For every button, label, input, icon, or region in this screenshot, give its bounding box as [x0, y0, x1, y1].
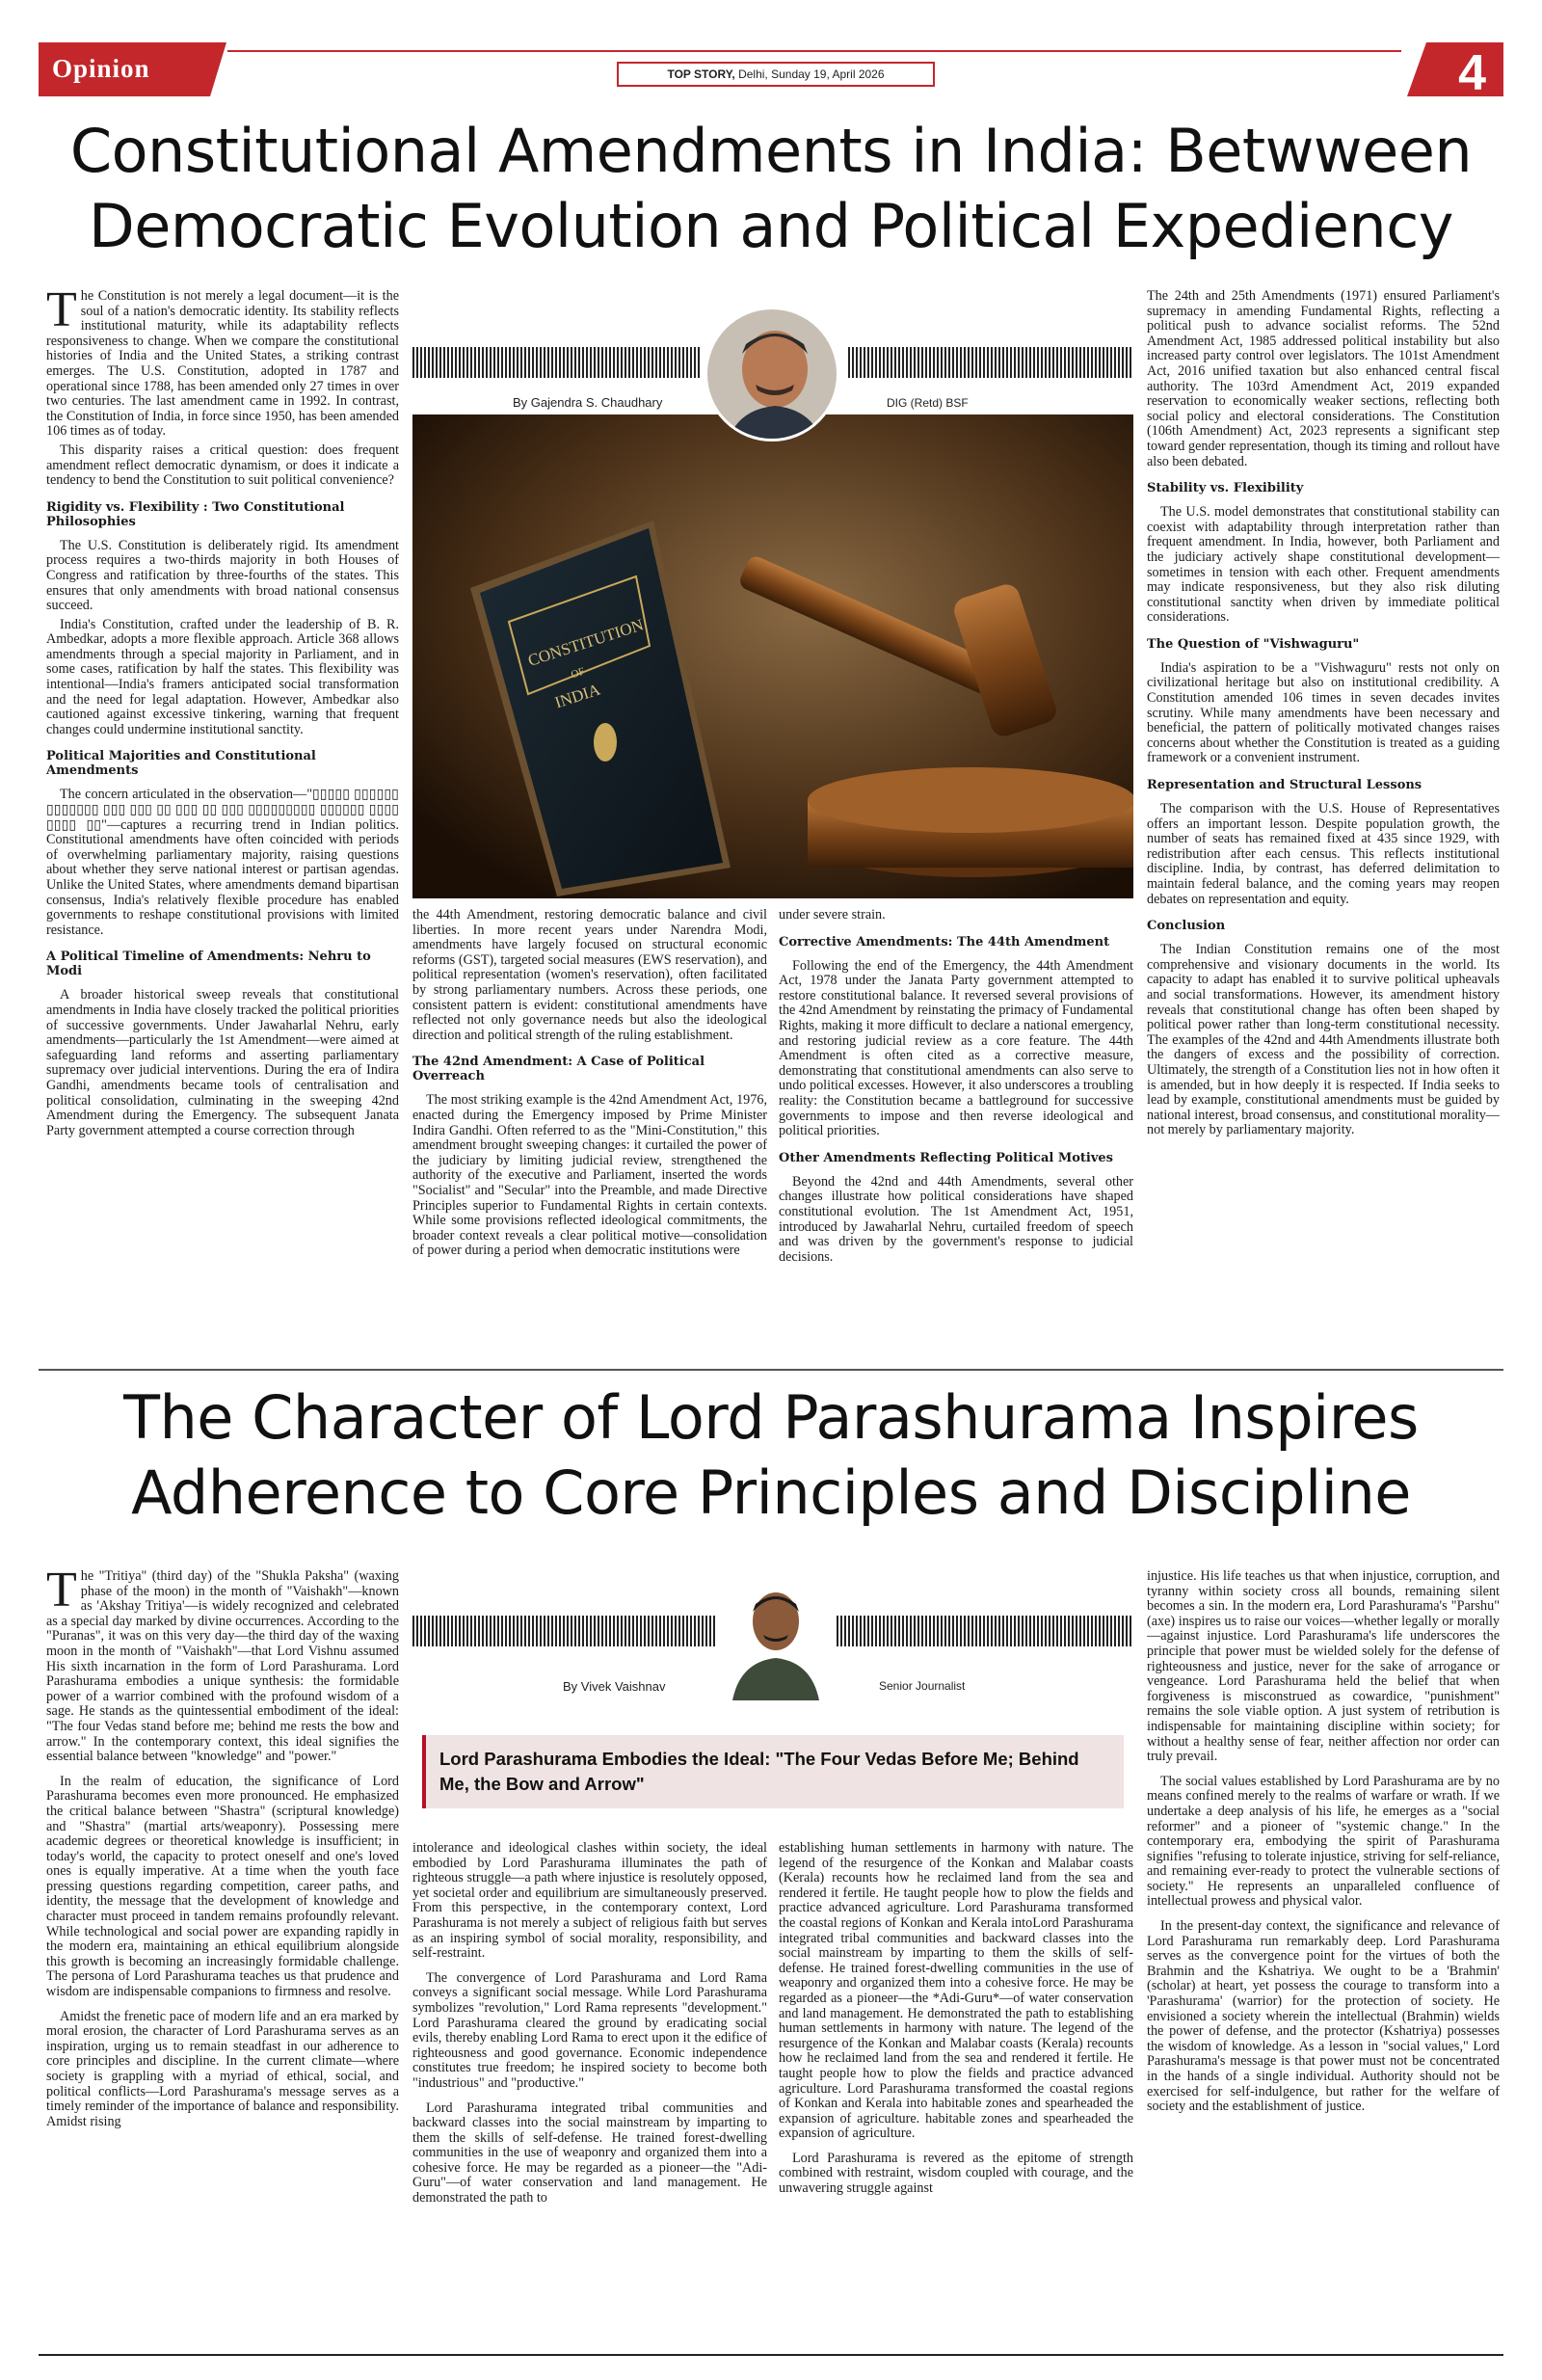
author-portrait [723, 1581, 829, 1700]
subhead: Political Majorities and Constitutional Amendments [46, 749, 316, 779]
article2-column-2: intolerance and ideological clashes within society, the ideal embodied by Lord Parashurama illuminates the path of righteous struggle—a path where injustice is resolutely opposed, yet societal order and equilibrium are simultaneously preserved. From this perspective, in the contemporary context, Lord Parashurama is not merely a subject of religious faith but serves as an inspiring symbol of social morality, responsibility, and self-restraint. The convergence of Lord Parashurama and Lord Rama conveys a significant social message. While Lord Parashurama symbolizes "revolution," Lord Rama represents "development." Lord Parashurama cleared the ground by eradicating social evils, thereby enabling Lord Rama to erect upon it the edifice of righteousness and good governance. Economic independence constitutes true freedom; he inspired society to become both "industrious" and "productive." Lord Parashurama integrated tribal communities and backward classes into the social mainstream by imparting to them the skills of self-defense. He trained forest-dwelling communities in the use of weaponry and organized them into a cohesive force. He may be regarded as a pioneer—the "Adi-Guru"—of water conservation and land management. He demonstrated the path to [412, 1841, 767, 2206]
author-photo-avatar [705, 307, 839, 441]
header-rule [227, 50, 1401, 52]
subhead: Representation and Structural Lessons [1147, 778, 1422, 793]
pull-quote: Lord Parashurama Embodies the Ideal: "The Four Vedas Before Me; Behind Me, the Bow and Arrow" [422, 1735, 1124, 1808]
page-number-tab [1407, 42, 1503, 101]
page-number-shape [1407, 42, 1503, 96]
article2-column-1: The "Tritiya" (third day) of the "Shukla Paksha" (waxing phase of the moon) in the month of "Vaishakh"—known as 'Akshay Tritiya'—is widely recognized and celebrated as a special day marked by divine occurrences. According to the "Puranas", it was on this very day—the third day of the waxing moon in the month of "Vaishakh"—that Lord Vishnu assumed His sixth incarnation in the form of Lord Parashurama. Lord Parashurama embodies a unique synthesis: the formidable power of a warrior combined with the profound wisdom of a sage. He stands as the quintessential embodiment of the ideal: "The four Vedas stand before me; behind me rests the bow and arrow." In the contemporary context, this ideal signifies the essential balance between "knowledge" and "power." In the realm of education, the significance of Lord Parashurama becomes even more pronounced. He emphasized the critical balance between "Shastra" (scriptural knowledge) and "Shastra" (martial arts/weaponry). Possessing mere academic degrees or theoretical knowledge is insufficient; in today's world, the capacity to protect oneself and one's loved ones is equally imperative. At a time when the youth face pressing questions regarding competition, career paths, and identity, the message that the development of knowledge and character must proceed in tandem remains profoundly relevant. While technological and social power are expanding rapidly in the modern era, maintaining an ethical equilibrium alongside this growth is becoming an increasingly formidable challenge. The persona of Lord Parashurama teaches us that prudence and wisdom are indispensable companions to firmness and resolve. Amidst the frenetic pace of modern life and an era marked by moral erosion, the character of Lord Parashurama serves as an inspiration, urging us to remain steadfast in our adherence to core principles and discipline. In the current climate—where society is grappling with a myriad of ethical, social, and political conflicts—Lord Parashurama's message serves as a timely reminder of the importance of balance and responsibility. Amidst rising [46, 1569, 399, 2129]
subhead: The Question of "Vishwaguru" [1147, 636, 1360, 652]
article2-column-4: injustice. His life teaches us that when injustice, corruption, and tyranny within society cross all bounds, remaining silent becomes a sin. In the modern era, Lord Parashurama's "Parshu" (axe) inspires us to raise our voices—whether legally or morally—against injustice. Lord Parashurama's life underscores the principle that power must be wielded solely for the defense of righteousness and justice, never for the sake of arrogance or vengeance. Lord Parashurama held the belief that when forgiveness is misconstrued as cowardice, "punishment" remains the sole viable option. A just system of retribution is indispensable for maintaining discipline within society; for without a healthy sense of fear, neither affection nor order can truly prevail. The social values established by Lord Parashurama are by no means confined merely to the realms of warfare or wrath. If we undertake a deep analysis of his life, he emerges as a "social reformer" and a pioneer of "systemic change." In the contemporary era, embodying the spirit of Parashurama signifies "refusing to tolerate injustice, striving for self-reliance, and remaining ever-ready to protect the vulnerable sections of society." He represents an unparalleled confluence of intellectual prowess and physical valor. In the present-day context, the significance and relevance of Lord Parashurama run remarkably deep. Lord Parashurama serves as the convergence point for the virtues of both the Brahmin and the Kshatriya. We ought to be a 'Brahmin' (scholar) at heart, yet possess the courage to transform into a 'Parashurama' (warrior) for the protection of society. He envisioned a society wherein the intellectual (Brahmin) wields the power of defense, and the protector (Kshatriya) possesses the wisdom of knowledge. As a lesson in "social values," Lord Parashurama's message is that power must not be concentrated in the hands of a single individual. Authority should not be exercised for self-indulgence, but rather for the welfare of society and the establishment of justice. [1147, 1569, 1500, 2115]
subhead: Other Amendments Reflecting Political Motives [779, 1150, 1114, 1165]
svg-text:OF: OF [570, 665, 587, 682]
byline-bar-right [837, 1616, 1133, 1646]
section-tab [39, 42, 226, 96]
article2-byline: By Vivek Vaishnav [563, 1679, 666, 1694]
author-portrait [707, 309, 839, 441]
subhead: Corrective Amendments: The 44th Amendment [779, 934, 1110, 949]
article2-headline: The Character of Lord Parashurama Inspires Adherence to Core Principles and Discipline [123, 1382, 1419, 1528]
article1-column-4: The 24th and 25th Amendments (1971) ensured Parliament's supremacy in amending Fundamental Rights, reflecting a political push to advance socialist reforms. The 52nd Amendment Act, 1985 addressed political instability but also increased party control over legislators. The 101st Amendment Act, 2016 unified taxation but also enhanced central fiscal authority. The 103rd Amendment Act, 2019 expanded reservation to economically weaker sections, reflecting both social policy and electoral considerations. The Constitution (106th Amendment) Act, 2023 represents a significant step toward gender representation, though its timing and rollout have also been debated. Stability vs. Flexibility The U.S. model demonstrates that constitutional stability can coexist with adaptability through interpretation rather than frequent amendment. In India, however, both Parliament and the judiciary actively shape constitutional development—sometimes in tension with each other. Frequent amendments may indicate responsiveness, but they also risk diluting constitutional sanctity when driven by immediate political considerations. The Question of "Vishwaguru" India's aspiration to be a "Vishwaguru" rests not only on civilizational heritage but also on institutional credibility. A Constitution amended 106 times in seven decades invites scrutiny. While many amendments have been necessary and beneficial, the pattern of politically motivated changes raises concerns about whether the Constitution is treated as a guiding framework or a convenient instrument. Representation and Structural Lessons The comparison with the U.S. House of Representatives offers an important lesson. Despite population growth, the number of seats has remained fixed at 435 since 1929, with redistribution after each census. This reflects institutional discipline. India, by contrast, has deferred delimitation to maintain federal balance, and the coming years may reopen debates on representation and equity. Conclusion The Indian Constitution remains one of the most comprehensive and visionary documents in the world. Its capacity to adapt has enabled it to survive political upheavals and social transformations. However, its amendment history reveals that constitutional change has often been shaped by political power rather than long-term constitutional necessity. The examples of the 42nd and 44th Amendments illustrate both the dangers of excess and the possibility of correction. Ultimately, the strength of a Constitution lies not in how often it is amended, but in how deeply it is respected. If India seeks to lead by example, constitutional amendments must be guided by national interest, broad consensus, and constitutional morality—not merely by parliamentary majority. [1147, 289, 1500, 1138]
byline-bar-left [412, 1616, 717, 1646]
article1-headline: Constitutional Amendments in India: Betwween Democratic Evolution and Political Expediency [69, 116, 1473, 261]
article2-column-3: establishing human settlements in harmony with nature. The legend of the resurgence of the Konkan and Malabar coasts (Kerala) recounts how he reclaimed land from the sea and rendered it fertile. He taught people how to plow the fields and practice advanced agriculture. Lord Parashurama transformed the coastal regions of Konkan and Kerala intoLord Parashurama integrated tribal communities and backward classes into the social mainstream by imparting to them the skills of self-defense. He trained forest-dwelling communities in the use of weaponry and organized them into a cohesive force. He may be regarded as a pioneer—the *Adi-Guru*—of water conservation and land management. He demonstrated the path to establishing human settlements in harmony with nature. The legend of the resurgence of the Konkan and Malabar coasts (Kerala) recounts how he reclaimed land from the sea and rendered it fertile. He taught people how to plow the fields and practice advanced agriculture. Lord Parashurama transformed the coastal regions of Konkan and Kerala into habitable zones and spearheaded the expansion of agriculture. habitable zones and spearheaded the expansion of agriculture. Lord Parashurama is revered as the epitome of strength combined with restraint, wisdom coupled with courage, and the unwavering struggle against [779, 1841, 1133, 2197]
subhead: Rigidity vs. Flexibility : Two Constitutional Philosophies [46, 499, 345, 529]
article1-column-1: The Constitution is not merely a legal document—it is the soul of a nation's democratic identity. Its stability reflects institutional maturity, while its adaptability reflects responsiveness to change. When we compare the constitutional histories of India and the United States, a striking contrast emerges. The U.S. Constitution, adopted in 1787 and operational since 1788, has been amended only 27 times in over two centuries. The last amendment came in 1992. In contrast, the Constitution of India, in force since 1950, has been amended 106 times as of today. This disparity raises a critical question: does frequent amendment reflect democratic dynamism, or does it indicate a tendency to bend the Constitution to suit political convenience? Rigidity vs. Flexibility : Two Constitutional Philosophies The U.S. Constitution is deliberately rigid. Its amendment process requires a two-thirds majority in both Houses of Congress and ratification by three-fourths of the states. This ensures that only amendments with broad national consensus succeed. India's Constitution, crafted under the leadership of B. R. Ambedkar, adopts a more flexible approach. Article 368 allows amendments through a special majority in Parliament, and in some cases, ratification by half the states. This flexibility was intentional—India's framers anticipated social transformation and the need for legal adaptation. However, Ambedkar also cautioned against excessive tinkering, warning that frequent changes could undermine institutional sanctity. Political Majorities and Constitutional Amendments The concern articulated in the observation—"▯▯▯▯▯ ▯▯▯▯▯▯ ▯▯▯▯▯▯▯ ▯▯▯ ▯▯▯ ▯▯ ▯▯▯ ▯▯ ▯▯▯ ▯▯▯▯▯▯▯▯▯ ▯▯▯▯▯▯ ▯▯▯▯ ▯▯▯▯ ▯▯"—captures a recurring trend in Indian politics. Constitutional amendments have often coincided with periods of overwhelming parliamentary majority, raising questions about whether they serve national interest or partisan agendas. Unlike the United States, where amendments demand bipartisan consensus, India's relatively flexible procedure has enabled governments to reshape constitutional provisions with limited resistance. A Political Timeline of Amendments: Nehru to Modi A broader historical sweep reveals that constitutional amendments in India have closely tracked the political priorities of successive governments. Under Jawaharlal Nehru, early amendments—particularly the 1st Amendment—were aimed at safeguarding land reforms and asserting parliamentary supremacy over judicial interventions. During the era of Indira Gandhi, amendments became tools of centralisation and political consolidation, culminating in the sweeping 42nd Amendment during the Emergency. The subsequent Janata Party government attempted a course correction through [46, 289, 399, 1138]
author-photo-avatar [723, 1581, 829, 1700]
subhead: A Political Timeline of Amendments: Nehru to Modi [46, 949, 371, 979]
byline-bar-left [412, 347, 702, 378]
page-number: 4 [1458, 45, 1486, 101]
article1-column-3: under severe strain. Corrective Amendments: The 44th Amendment Following the end of the Emergency, the 44th Amendment Act, 1978 under the Janata Party government attempted to restore constitutional balance. It reversed several provisions of the 42nd Amendment by reinstating the primacy of Fundamental Rights, making it more difficult to declare a national emergency, and restoring judicial review as a core feature. The 44th Amendment is often cited as a corrective measure, demonstrating that constitutional amendments can also serve to undo political excesses. However, it also underscores a troubling reality: the Constitution became a battleground for successive governments to impose and then reverse ideological and political priorities. Other Amendments Reflecting Political Motives Beyond the 42nd and 44th Amendments, several other changes illustrate how political considerations have shaped constitutional evolution. The 1st Amendment Act, 1951, introduced by Jawaharlal Nehru, curtailed freedom of speech and was driven by the government's response to judicial decisions. [779, 908, 1133, 1265]
article1-byline: By Gajendra S. Chaudhary [513, 395, 663, 410]
svg-text:CONSTITUTION: CONSTITUTION [525, 615, 646, 670]
drop-cap: T [46, 1569, 77, 1618]
article1-column-2: the 44th Amendment, restoring democratic balance and civil liberties. In more recent years under Narendra Modi, amendments have largely focused on structural economic reforms (GST), targeted social measures (EWS reservation), and political representation (women's reservation), often facilitated by strong parliamentary numbers. Across these periods, one consistent pattern is evident: constitutional amendments have reflected not only governance needs but also the ideological direction and political strength of the ruling establishment. The 42nd Amendment: A Case of Political Overreach The most striking example is the 42nd Amendment Act, 1976, enacted during the Emergency imposed by Prime Minister Indira Gandhi. Often referred to as the "Mini-Constitution," this amendment brought sweeping changes: it curtailed the power of the judiciary by limiting judicial review, strengthened the authority of the executive and Parliament, inserted the words "Socialist" and "Secular" into the Preamble, and made Directive Principles superior to Fundamental Rights in certain contexts. While some provisions reflected ideological commitments, the broader context reveals a clear political motive—consolidation of power during a period when democratic institutions were [412, 908, 767, 1259]
byline-bar-right [848, 347, 1133, 378]
article1-author-role: DIG (Retd) BSF [887, 396, 969, 410]
constitution-gavel-photo [412, 414, 1133, 898]
section-label: Opinion [52, 54, 150, 83]
page-bottom-rule [39, 2354, 1503, 2356]
photo-illustration [412, 414, 1133, 898]
article2-author-role: Senior Journalist [879, 1679, 966, 1693]
drop-cap: T [46, 289, 77, 337]
svg-text:INDIA: INDIA [552, 680, 603, 712]
subhead: Conclusion [1147, 919, 1226, 934]
dateline: TOP STORY, Delhi, Sunday 19, April 2026 [617, 62, 935, 87]
subhead: The 42nd Amendment: A Case of Political Overreach [412, 1055, 705, 1084]
article-divider [39, 1369, 1503, 1371]
subhead: Stability vs. Flexibility [1147, 481, 1304, 496]
